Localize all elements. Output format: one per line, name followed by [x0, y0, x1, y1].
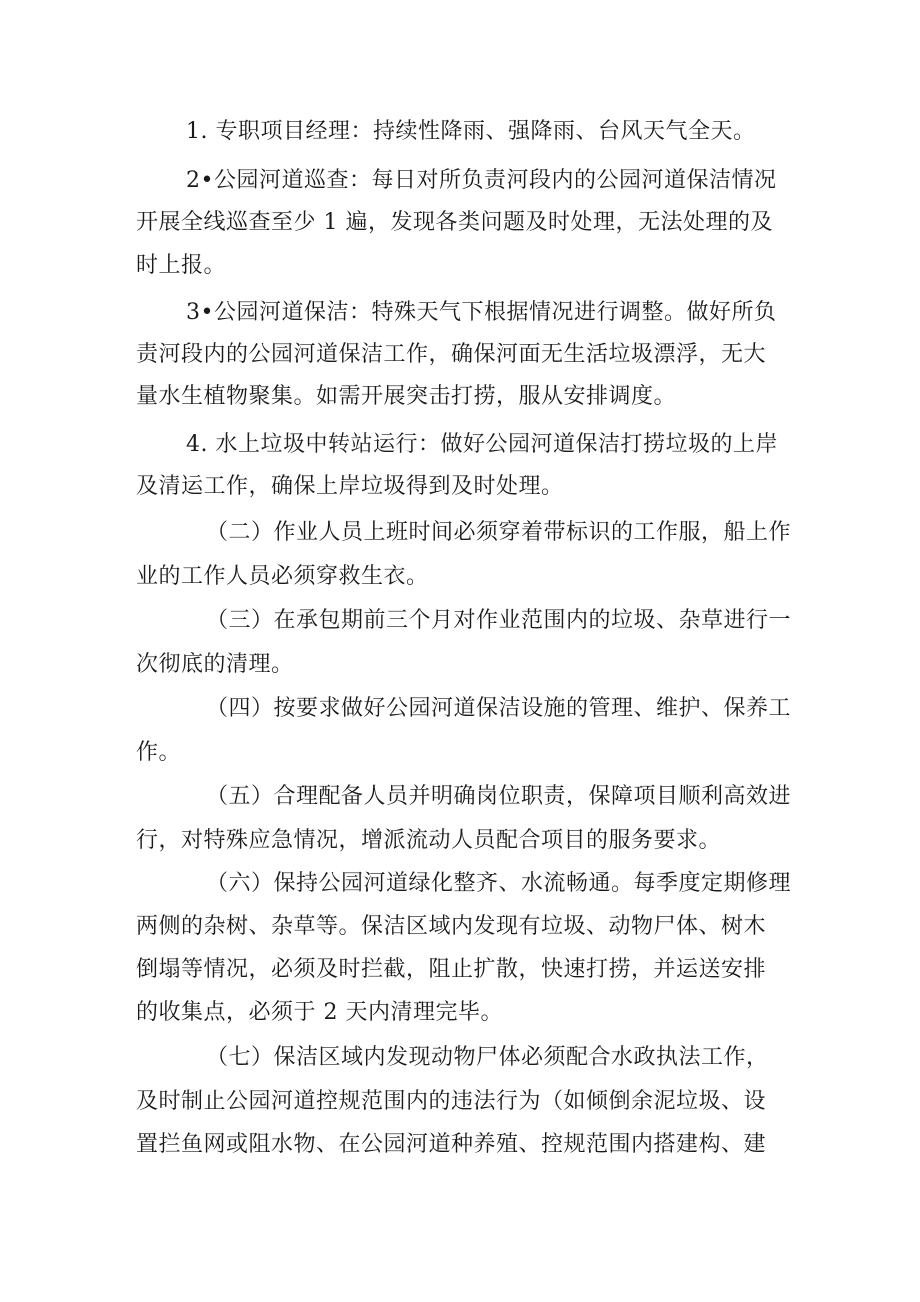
- paragraph-line: 置拦鱼网或阻水物、在公园河道种养殖、控规范围内搭建构、建: [136, 1132, 767, 1157]
- paragraph-line: （六）保持公园河道绿化整齐、水流畅通。每季度定期修理: [206, 871, 792, 896]
- paragraph-line: （四）按要求做好公园河道保洁设施的管理、维护、保养工: [206, 696, 792, 721]
- paragraph-line: 次彻底的清理。: [136, 652, 294, 677]
- paragraph-line: 开展全线巡查至少 1 遍，发现各类问题及时处理，无法处理的及: [136, 210, 773, 235]
- paragraph-line: 1. 专职项目经理：持续性降雨、强降雨、台风天气全天。: [186, 119, 756, 144]
- paragraph-line: （三）在承包期前三个月对作业范围内的垃圾、杂草进行一: [206, 608, 792, 633]
- paragraph-line: 的收集点，必须于 2 天内清理完毕。: [136, 1000, 503, 1025]
- paragraph-line: 责河段内的公园河道保洁工作，确保河面无生活垃圾漂浮，无大: [136, 342, 767, 367]
- paragraph-line: （七）保洁区域内发现动物尸体必须配合水政执法工作，: [206, 1045, 769, 1070]
- paragraph-line: 行，对特殊应急情况，增派流动人员配合项目的服务要求。: [136, 828, 722, 853]
- paragraph-line: 业的工作人员必须穿救生衣。: [136, 564, 429, 589]
- paragraph-line: 量水生植物聚集。如需开展突击打捞，服从安排调度。: [136, 384, 677, 409]
- paragraph-line: 时上报。: [136, 253, 227, 278]
- paragraph-line: 倒塌等情况，必须及时拦截，阻止扩散，快速打捞，并运送安排: [136, 957, 767, 982]
- paragraph-line: 2•公园河道巡查：每日对所负责河段内的公园河道保洁情况: [186, 168, 777, 193]
- paragraph-line: 两侧的杂树、杂草等。保洁区域内发现有垃圾、动物尸体、树木: [136, 914, 767, 939]
- paragraph-line: 及清运工作，确保上岸垃圾得到及时处理。: [136, 474, 564, 499]
- paragraph-line: 作。: [136, 740, 182, 765]
- paragraph-line: （五）合理配备人员并明确岗位职责，保障项目顺利高效进: [206, 784, 792, 809]
- paragraph-line: 4. 水上垃圾中转站运行：做好公园河道保洁打捞垃圾的上岸: [186, 432, 778, 457]
- paragraph-line: 及时制止公园河道控规范围内的违法行为（如倾倒余泥垃圾、设: [136, 1089, 767, 1114]
- paragraph-line: 3•公园河道保洁：特殊天气下根据情况进行调整。做好所负: [186, 300, 777, 325]
- paragraph-line: （二）作业人员上班时间必须穿着带标识的工作服，船上作: [206, 520, 792, 545]
